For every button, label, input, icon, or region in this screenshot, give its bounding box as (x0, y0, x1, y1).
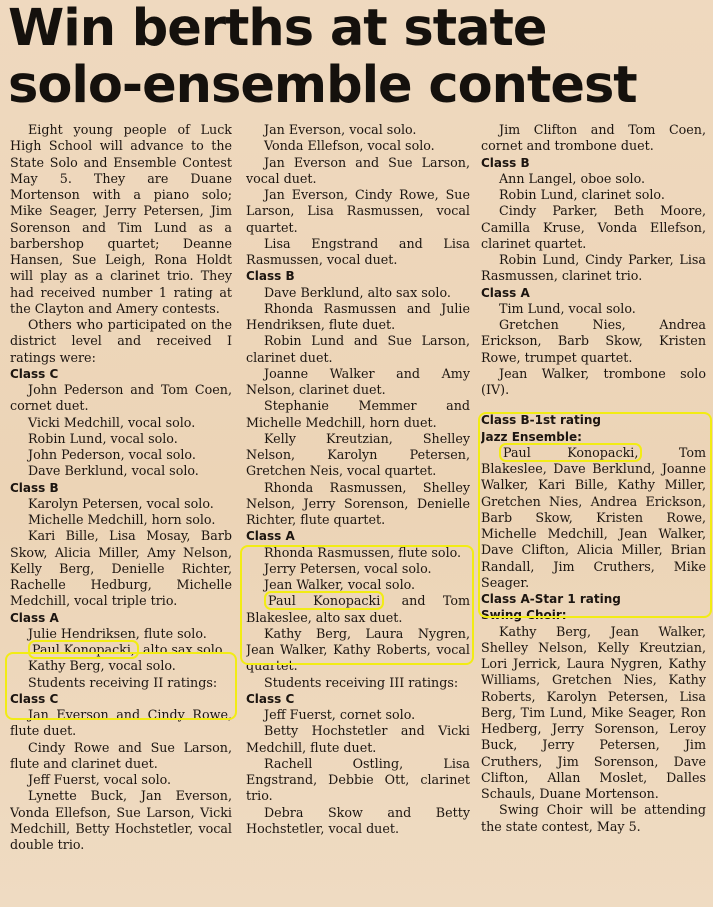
entry-text: and Tom Blakeslee, alto sax duet. (246, 593, 470, 625)
entry-paragraph: Kari Bille, Lisa Mosay, Barb Skow, Alicia Miller, Amy Nelson, Kelly Berg, Denielle Richter, Rachelle Hedburg, Michelle Medchill, vocal triple trio. (10, 528, 232, 609)
spacer (481, 398, 706, 412)
entry-paragraph: Rhonda Rasmussen and Julie Hendriksen, flute duet. (246, 300, 470, 332)
entry-paragraph: Jan Everson, vocal solo. (264, 122, 417, 137)
entry-paragraph: Betty Hochstetler and Vicki Medchill, flute duet. (246, 723, 470, 755)
entry-paragraph: Michelle Medchill, horn solo. (28, 512, 216, 527)
entry-paragraph: Dave Berklund, vocal solo. (28, 463, 199, 479)
entry-paragraph: Students receiving III ratings: (264, 674, 459, 690)
section-subhead: Class B-1st rating (481, 413, 602, 428)
entry-paragraph: Robin Lund, clarinet solo. (499, 187, 665, 202)
entry-paragraph: Rachell Ostling, Lisa Engstrand, Debbie Ott, clarinet trio. (246, 755, 470, 804)
section-subhead: Class A (481, 285, 530, 300)
entry-paragraph: Ann Langel, oboe solo. (499, 170, 646, 186)
entry-paragraph: Jerry Petersen, vocal solo. (264, 560, 432, 576)
entry-paragraph: Jan Everson, Cindy Rowe, Sue Larson, Lisa Rasmussen, vocal quartet. (246, 187, 470, 235)
section-subhead: Class A (10, 610, 59, 625)
headline-line-2: solo-ensemble contest (8, 56, 637, 115)
entry-paragraph: Lynette Buck, Jan Everson, Vonda Ellefson, Sue Larson, Vicki Medchill, Betty Hochstetler, vocal double trio. (10, 788, 232, 852)
section-subhead: Class A (246, 529, 295, 544)
entry-paragraph: John Pederson and Tom Coen, cornet duet. (10, 382, 232, 414)
entry-paragraph: Jeff Fuerst, cornet solo. (264, 707, 416, 722)
entry-paragraph: Jeff Fuerst, vocal solo. (28, 772, 172, 787)
entry-paragraph: Cindy Rowe and Sue Larson, flute and clarinet duet. (10, 739, 232, 771)
highlighted-name: Paul Konopacki, (28, 640, 139, 659)
article-column-1 (10, 122, 232, 907)
entry-paragraph: Robin Lund, vocal solo. (28, 430, 178, 446)
entry-paragraph: Kelly Kreutzian, Shelley Nelson, Karolyn Petersen, Gretchen Neis, vocal quartet. (246, 430, 470, 479)
entry-paragraph: Students receiving II ratings: (28, 674, 218, 690)
headline-line-1: Win berths at state (8, 0, 547, 58)
entry-paragraph: Others who participated on the district level and received I ratings were: (10, 317, 232, 365)
entry-paragraph: Vonda Ellefson, vocal solo. (264, 138, 435, 154)
entry-paragraph: Debra Skow and Betty Hochstetler, vocal duet. (246, 804, 470, 836)
entry-paragraph: Cindy Parker, Beth Moore, Camilla Kruse, Vonda Ellefson, clarinet quartet. (481, 203, 706, 251)
highlighted-name: Paul Konopacki, (499, 443, 642, 462)
entry-paragraph: Vicki Medchill, vocal solo. (28, 414, 196, 430)
entry-text: Tom Blakeslee, Dave Berklund, Joanne Walker, Kari Bille, Kathy Miller, Gretchen Nies, Andrea Erickson, Barb Skow, Kristen Rowe, Michelle Medchill, Jean Walker, Dave Clifton, Alicia Miller, Brian Randall, Jim Cruthers, Mike Seager. (481, 444, 706, 590)
entry-paragraph: Lisa Engstrand and Lisa Rasmussen, vocal duet. (246, 235, 470, 267)
entry-paragraph: Rhonda Rasmussen, flute solo. (264, 544, 462, 560)
section-subhead: Class C (246, 691, 295, 706)
entry-paragraph: Jan Everson and Cindy Rowe, flute duet. (10, 707, 232, 739)
entry-paragraph: Stephanie Memmer and Michelle Medchill, horn duet. (246, 398, 470, 430)
highlighted-name: Paul Konopacki (264, 591, 384, 610)
entry-paragraph (246, 593, 470, 626)
entry-paragraph: Jean Walker, trombone solo (IV). (481, 365, 706, 397)
section-subhead: Class B (481, 155, 530, 170)
section-subhead: Jazz Ensemble: (481, 429, 582, 444)
entry-paragraph: Julie Hendriksen, flute solo. (28, 625, 207, 641)
entry-paragraph: Kathy Berg, Jean Walker, Shelley Nelson, Kelly Kreutzian, Lori Jerrick, Laura Nygren, Kathy Williams, Gretchen Nies, Kathy Roberts, Karolyn Petersen, Lisa Berg, Tim Lund, Mike Seager, Ron Hedberg, Jerry Sorenson, Leroy Buck, Jerry Petersen, Jim Cruthers, Jim Sorenson, Dave Clifton, Allan Moslet, Dalles Schauls, Duane Mortenson. (481, 623, 706, 801)
headline (8, 0, 708, 114)
entry-paragraph: Swing Choir will be attending the state contest, May 5. (481, 802, 706, 834)
section-subhead: Class C (10, 691, 59, 706)
entry-paragraph: Kathy Berg, Laura Nygren, Jean Walker, Kathy Roberts, vocal quartet. (246, 625, 470, 674)
article-column-2 (246, 122, 470, 907)
entry-paragraph (10, 642, 232, 658)
entry-paragraph: Karolyn Petersen, vocal solo. (28, 495, 214, 511)
entry-paragraph: Robin Lund, Cindy Parker, Lisa Rasmussen, clarinet trio. (481, 252, 706, 284)
entry-paragraph (481, 445, 706, 591)
section-subhead: Class B (10, 480, 59, 495)
article-column-3 (481, 122, 706, 907)
entry-text: alto sax solo. (138, 642, 227, 657)
section-subhead: Class A-Star 1 rating (481, 592, 621, 606)
entry-paragraph: Jan Everson and Sue Larson, vocal duet. (246, 154, 470, 186)
entry-paragraph: Eight young people of Luck High School will advance to the State Solo and Ensemble Contest May 5. They are Duane Mortenson with a piano solo; Mike Seager, Jerry Petersen, Jim Sorenson and Tim Lund as a barbershop quartet; Deanne Hansen, Sue Leigh, Rona Holdt will play as a clarinet trio. They had received number 1 rating at the Clayton and Amery contests. (10, 122, 232, 316)
entry-paragraph: Joanne Walker and Amy Nelson, clarinet duet. (246, 365, 470, 397)
entry-paragraph: Jean Walker, vocal solo. (264, 577, 416, 592)
entry-paragraph: Rhonda Rasmussen, Shelley Nelson, Jerry Sorenson, Denielle Richter, flute quartet. (246, 479, 470, 527)
section-subhead: Class B (246, 269, 295, 284)
entry-paragraph: Dave Berklund, alto sax solo. (264, 284, 451, 300)
entry-paragraph: Tim Lund, vocal solo. (499, 300, 636, 316)
entry-paragraph: John Pederson, vocal solo. (28, 447, 196, 462)
entry-paragraph: Kathy Berg, vocal solo. (28, 658, 176, 674)
section-subhead: Class C (10, 366, 59, 381)
entry-paragraph: Jim Clifton and Tom Coen, cornet and trombone duet. (481, 122, 706, 154)
entry-paragraph: Robin Lund and Sue Larson, clarinet duet. (246, 333, 470, 365)
section-subhead: Swing Choir: (481, 608, 567, 623)
entry-paragraph: Gretchen Nies, Andrea Erickson, Barb Skow, Kristen Rowe, trumpet quartet. (481, 317, 706, 365)
